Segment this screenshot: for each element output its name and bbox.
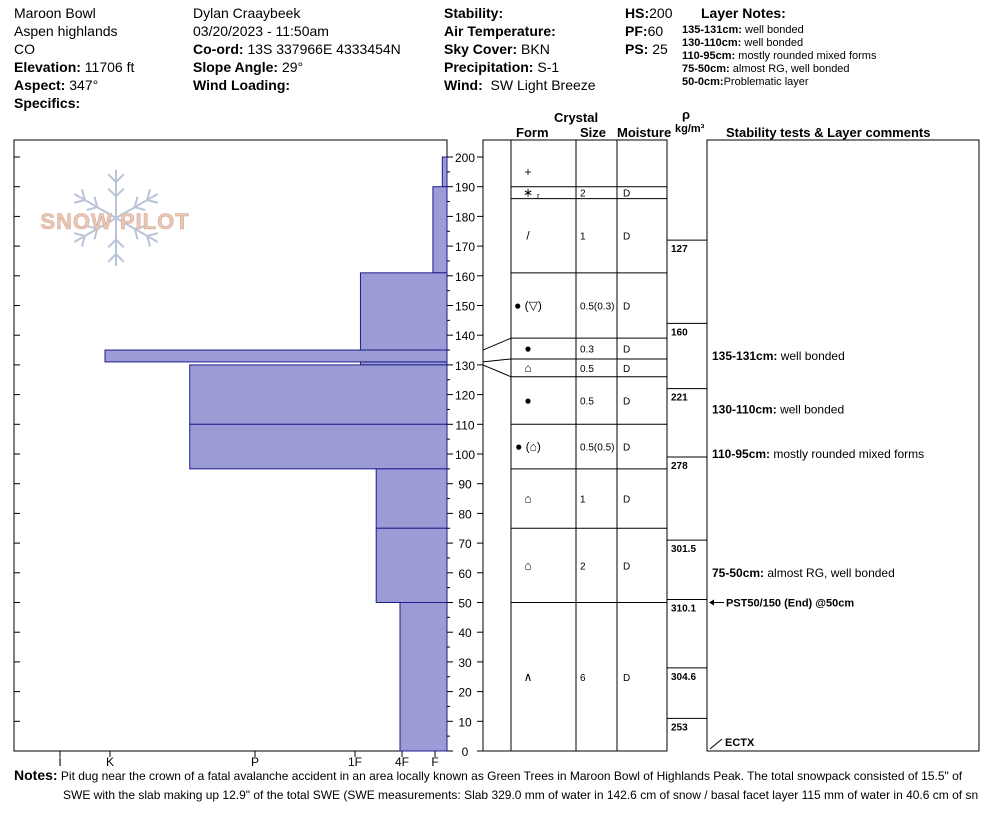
layer-comment-text: mostly rounded mixed forms bbox=[773, 447, 925, 461]
layer-comment-text: well bonded bbox=[780, 348, 845, 363]
height-tick-label: 100 bbox=[454, 448, 476, 462]
height-tick-label: 80 bbox=[458, 507, 472, 522]
hardness-layer-bar bbox=[376, 469, 447, 528]
layer-comment-text: almost RG, well bonded bbox=[767, 565, 895, 580]
notes-text-1: Pit dug near the crown of a fatal avalanche accident in an area locally known as Green Trees in Maroon Bowl of Highlands Peak. The total snowpack consisted of 15.5" of bbox=[60, 769, 963, 783]
notes-label: Notes: bbox=[14, 767, 58, 783]
notes-line-2: SWE with the slab making up 12.9" of the total SWE (SWE measurements: Slab 329.0 mm of water in 142.6 cm of snow / basal facet layer 115 mm of water in 40.6 cm of sn bbox=[63, 788, 979, 802]
height-tick-label: 160 bbox=[454, 269, 476, 284]
height-tick-label: 120 bbox=[454, 388, 476, 403]
grain-form-symbol: ● (▽) bbox=[514, 298, 542, 313]
grain-form-subscript: r bbox=[537, 191, 540, 201]
test-arrow-head bbox=[709, 600, 714, 606]
density-value: 253 bbox=[671, 722, 688, 734]
grain-size-value: 0.5 bbox=[580, 363, 594, 375]
grain-moisture-value: D bbox=[623, 672, 631, 684]
snowflake-branch bbox=[116, 254, 124, 262]
hardness-layer-bar bbox=[433, 187, 447, 273]
hardness-layer-bar bbox=[376, 528, 447, 602]
snowflake-branch bbox=[116, 189, 124, 197]
grain-size-value: 0.3 bbox=[580, 344, 594, 356]
ps-value: PS: 25 bbox=[625, 41, 668, 57]
snowflake-branch bbox=[147, 200, 158, 203]
stability-label: Stability: bbox=[444, 5, 504, 21]
height-tick-label: 190 bbox=[454, 180, 476, 195]
crystal-header: Crystal bbox=[554, 110, 599, 125]
layer-comment-range: 135-131cm: bbox=[712, 348, 781, 363]
hardness-layer-bar bbox=[400, 603, 447, 752]
height-tick-label: 170 bbox=[454, 240, 476, 255]
form-header: Form bbox=[516, 125, 549, 140]
density-value: 310.1 bbox=[671, 603, 697, 615]
density-value: 221 bbox=[671, 392, 688, 404]
stability-test-result: ECTX bbox=[725, 737, 755, 749]
hardness-layer-bar bbox=[442, 157, 447, 187]
aspect: Aspect: 347° bbox=[14, 77, 99, 93]
height-tick-label: 50 bbox=[458, 596, 472, 611]
precipitation: Precipitation: S-1 bbox=[444, 59, 560, 75]
grain-form-symbol: ● bbox=[524, 341, 532, 356]
layer-connector-line bbox=[483, 365, 511, 377]
layer-connector-line bbox=[483, 359, 511, 362]
layer-comment bbox=[712, 402, 844, 416]
hardness-layer-bar bbox=[360, 273, 447, 350]
stability-test-result: PST50/150 (End) @50cm bbox=[726, 597, 855, 610]
height-tick-label: 130 bbox=[454, 358, 476, 373]
snowflake-branch bbox=[108, 240, 116, 248]
height-tick-label: 90 bbox=[458, 477, 472, 492]
specifics-label: Specifics: bbox=[14, 95, 81, 111]
layer-comment-text: well bonded bbox=[780, 402, 845, 417]
observer-name: Dylan Craaybeek bbox=[193, 5, 301, 21]
hardness-tick-label: P bbox=[250, 755, 260, 769]
layer-comment-range: 130-110cm: bbox=[712, 402, 781, 417]
density-unit-header: kg/m³ bbox=[675, 123, 705, 135]
grain-moisture-value: D bbox=[623, 301, 631, 313]
grain-form-symbol: ⌂ bbox=[524, 491, 532, 506]
hardness-tick-label: 4F bbox=[394, 755, 410, 769]
snowflake-branch bbox=[108, 189, 116, 197]
density-value: 160 bbox=[671, 327, 688, 339]
density-rho-header: ρ bbox=[682, 107, 691, 122]
wind: Wind: SW Light Breeze bbox=[444, 77, 596, 93]
height-tick-label: 10 bbox=[458, 715, 472, 730]
wind-loading-label: Wind Loading: bbox=[193, 77, 291, 93]
snowflake-branch bbox=[116, 174, 124, 182]
height-tick-label: 140 bbox=[454, 329, 476, 344]
notes-line-1 bbox=[14, 766, 962, 785]
grain-moisture-value: D bbox=[623, 442, 631, 454]
hardness-tick-label: 1F bbox=[347, 755, 363, 769]
grain-form-symbol: / bbox=[526, 228, 530, 243]
hardness-layer-bar bbox=[105, 350, 447, 362]
grain-moisture-value: D bbox=[623, 188, 631, 200]
snowflake-branch bbox=[74, 200, 85, 203]
grain-moisture-value: D bbox=[623, 363, 631, 375]
grain-form-symbol: ∧ bbox=[523, 669, 533, 684]
coordinates: Co-ord: 13S 337966E 4333454N bbox=[193, 41, 401, 57]
logo-text: SNOW PILOT bbox=[40, 209, 190, 234]
observation-datetime: 03/20/2023 - 11:50am bbox=[193, 23, 329, 39]
height-tick-label: 30 bbox=[458, 655, 472, 670]
layer-note: 50-0cm:Problematic layer bbox=[682, 76, 809, 88]
grain-form-symbol: ⌂ bbox=[524, 360, 532, 375]
hardness-tick-label: K bbox=[105, 755, 115, 769]
moisture-header: Moisture bbox=[617, 125, 672, 140]
layer-connector-line bbox=[483, 338, 511, 350]
layer-comment-range: 75-50cm: bbox=[712, 565, 768, 580]
layer-note: 130-110cm: well bonded bbox=[682, 37, 804, 49]
grain-form-symbol: ⌂ bbox=[524, 558, 532, 573]
hardness-layer-bar bbox=[190, 424, 447, 469]
height-tick-label: 40 bbox=[458, 626, 472, 641]
snowflake-branch bbox=[116, 240, 124, 248]
grain-size-value: 0.5(0.3) bbox=[580, 301, 615, 313]
grain-size-value: 0.5(0.5) bbox=[580, 442, 615, 454]
layer-notes-title: Layer Notes: bbox=[701, 5, 786, 21]
grain-size-value: 1 bbox=[580, 231, 586, 243]
air-temperature-label: Air Temperature: bbox=[444, 23, 556, 39]
density-value: 304.6 bbox=[671, 671, 697, 683]
density-value: 301.5 bbox=[671, 544, 697, 556]
grain-moisture-value: D bbox=[623, 344, 631, 356]
grain-form-symbol: ● bbox=[524, 393, 532, 408]
sky-cover: Sky Cover: BKN bbox=[444, 41, 550, 57]
grain-size-value: 2 bbox=[580, 561, 586, 573]
density-value: 278 bbox=[671, 460, 688, 472]
height-tick-label: 180 bbox=[454, 210, 476, 225]
layer-comment bbox=[712, 447, 924, 461]
grain-size-value: 1 bbox=[580, 494, 586, 506]
layer-note: 110-95cm: mostly rounded mixed forms bbox=[682, 50, 877, 62]
grain-form-symbol: ∗ bbox=[522, 185, 534, 200]
test-arrow-line bbox=[710, 739, 722, 749]
grain-moisture-value: D bbox=[623, 396, 631, 408]
comments-frame bbox=[707, 140, 979, 751]
hardness-layer-bar bbox=[190, 365, 447, 424]
height-tick-label: 60 bbox=[458, 566, 472, 581]
height-tick-label: 150 bbox=[454, 299, 476, 314]
layer-note: 75-50cm: almost RG, well bonded bbox=[682, 63, 850, 75]
height-tick-label: 0 bbox=[461, 745, 469, 759]
comments-header: Stability tests & Layer comments bbox=[726, 125, 931, 140]
grain-size-value: 0.5 bbox=[580, 396, 594, 408]
grain-size-value: 6 bbox=[580, 672, 586, 684]
hardness-tick-label: I bbox=[58, 755, 62, 769]
total-height: HS:200 bbox=[625, 5, 673, 21]
location-name: Maroon Bowl bbox=[14, 5, 96, 21]
area-name: Aspen highlands bbox=[14, 23, 118, 39]
snowflake-branch bbox=[108, 174, 116, 182]
layer-comment-range: 110-95cm: bbox=[712, 447, 774, 461]
grain-moisture-value: D bbox=[623, 231, 631, 243]
height-tick-label: 110 bbox=[455, 418, 475, 433]
layer-comment bbox=[712, 566, 895, 580]
hardness-tick-label: F bbox=[431, 755, 439, 769]
state-name: CO bbox=[14, 41, 35, 57]
density-value: 127 bbox=[671, 244, 688, 256]
height-tick-label: 200 bbox=[454, 151, 476, 165]
grain-form-symbol: ● (⌂) bbox=[515, 439, 541, 454]
elevation: Elevation: 11706 ft bbox=[14, 59, 135, 75]
snowpilot-logo bbox=[40, 170, 189, 266]
pf-value: PF:60 bbox=[625, 23, 664, 39]
layer-comment bbox=[712, 349, 845, 363]
grain-size-value: 2 bbox=[580, 188, 586, 200]
grain-moisture-value: D bbox=[623, 494, 631, 506]
slope-angle: Slope Angle: 29° bbox=[193, 59, 304, 75]
layer-note: 135-131cm: well bonded bbox=[682, 24, 804, 36]
grain-moisture-value: D bbox=[623, 561, 631, 573]
snowflake-branch bbox=[108, 254, 116, 262]
height-tick-label: 70 bbox=[458, 537, 472, 552]
height-tick-label: 20 bbox=[458, 685, 472, 700]
grain-form-symbol: + bbox=[524, 164, 532, 179]
size-header: Size bbox=[580, 125, 607, 140]
